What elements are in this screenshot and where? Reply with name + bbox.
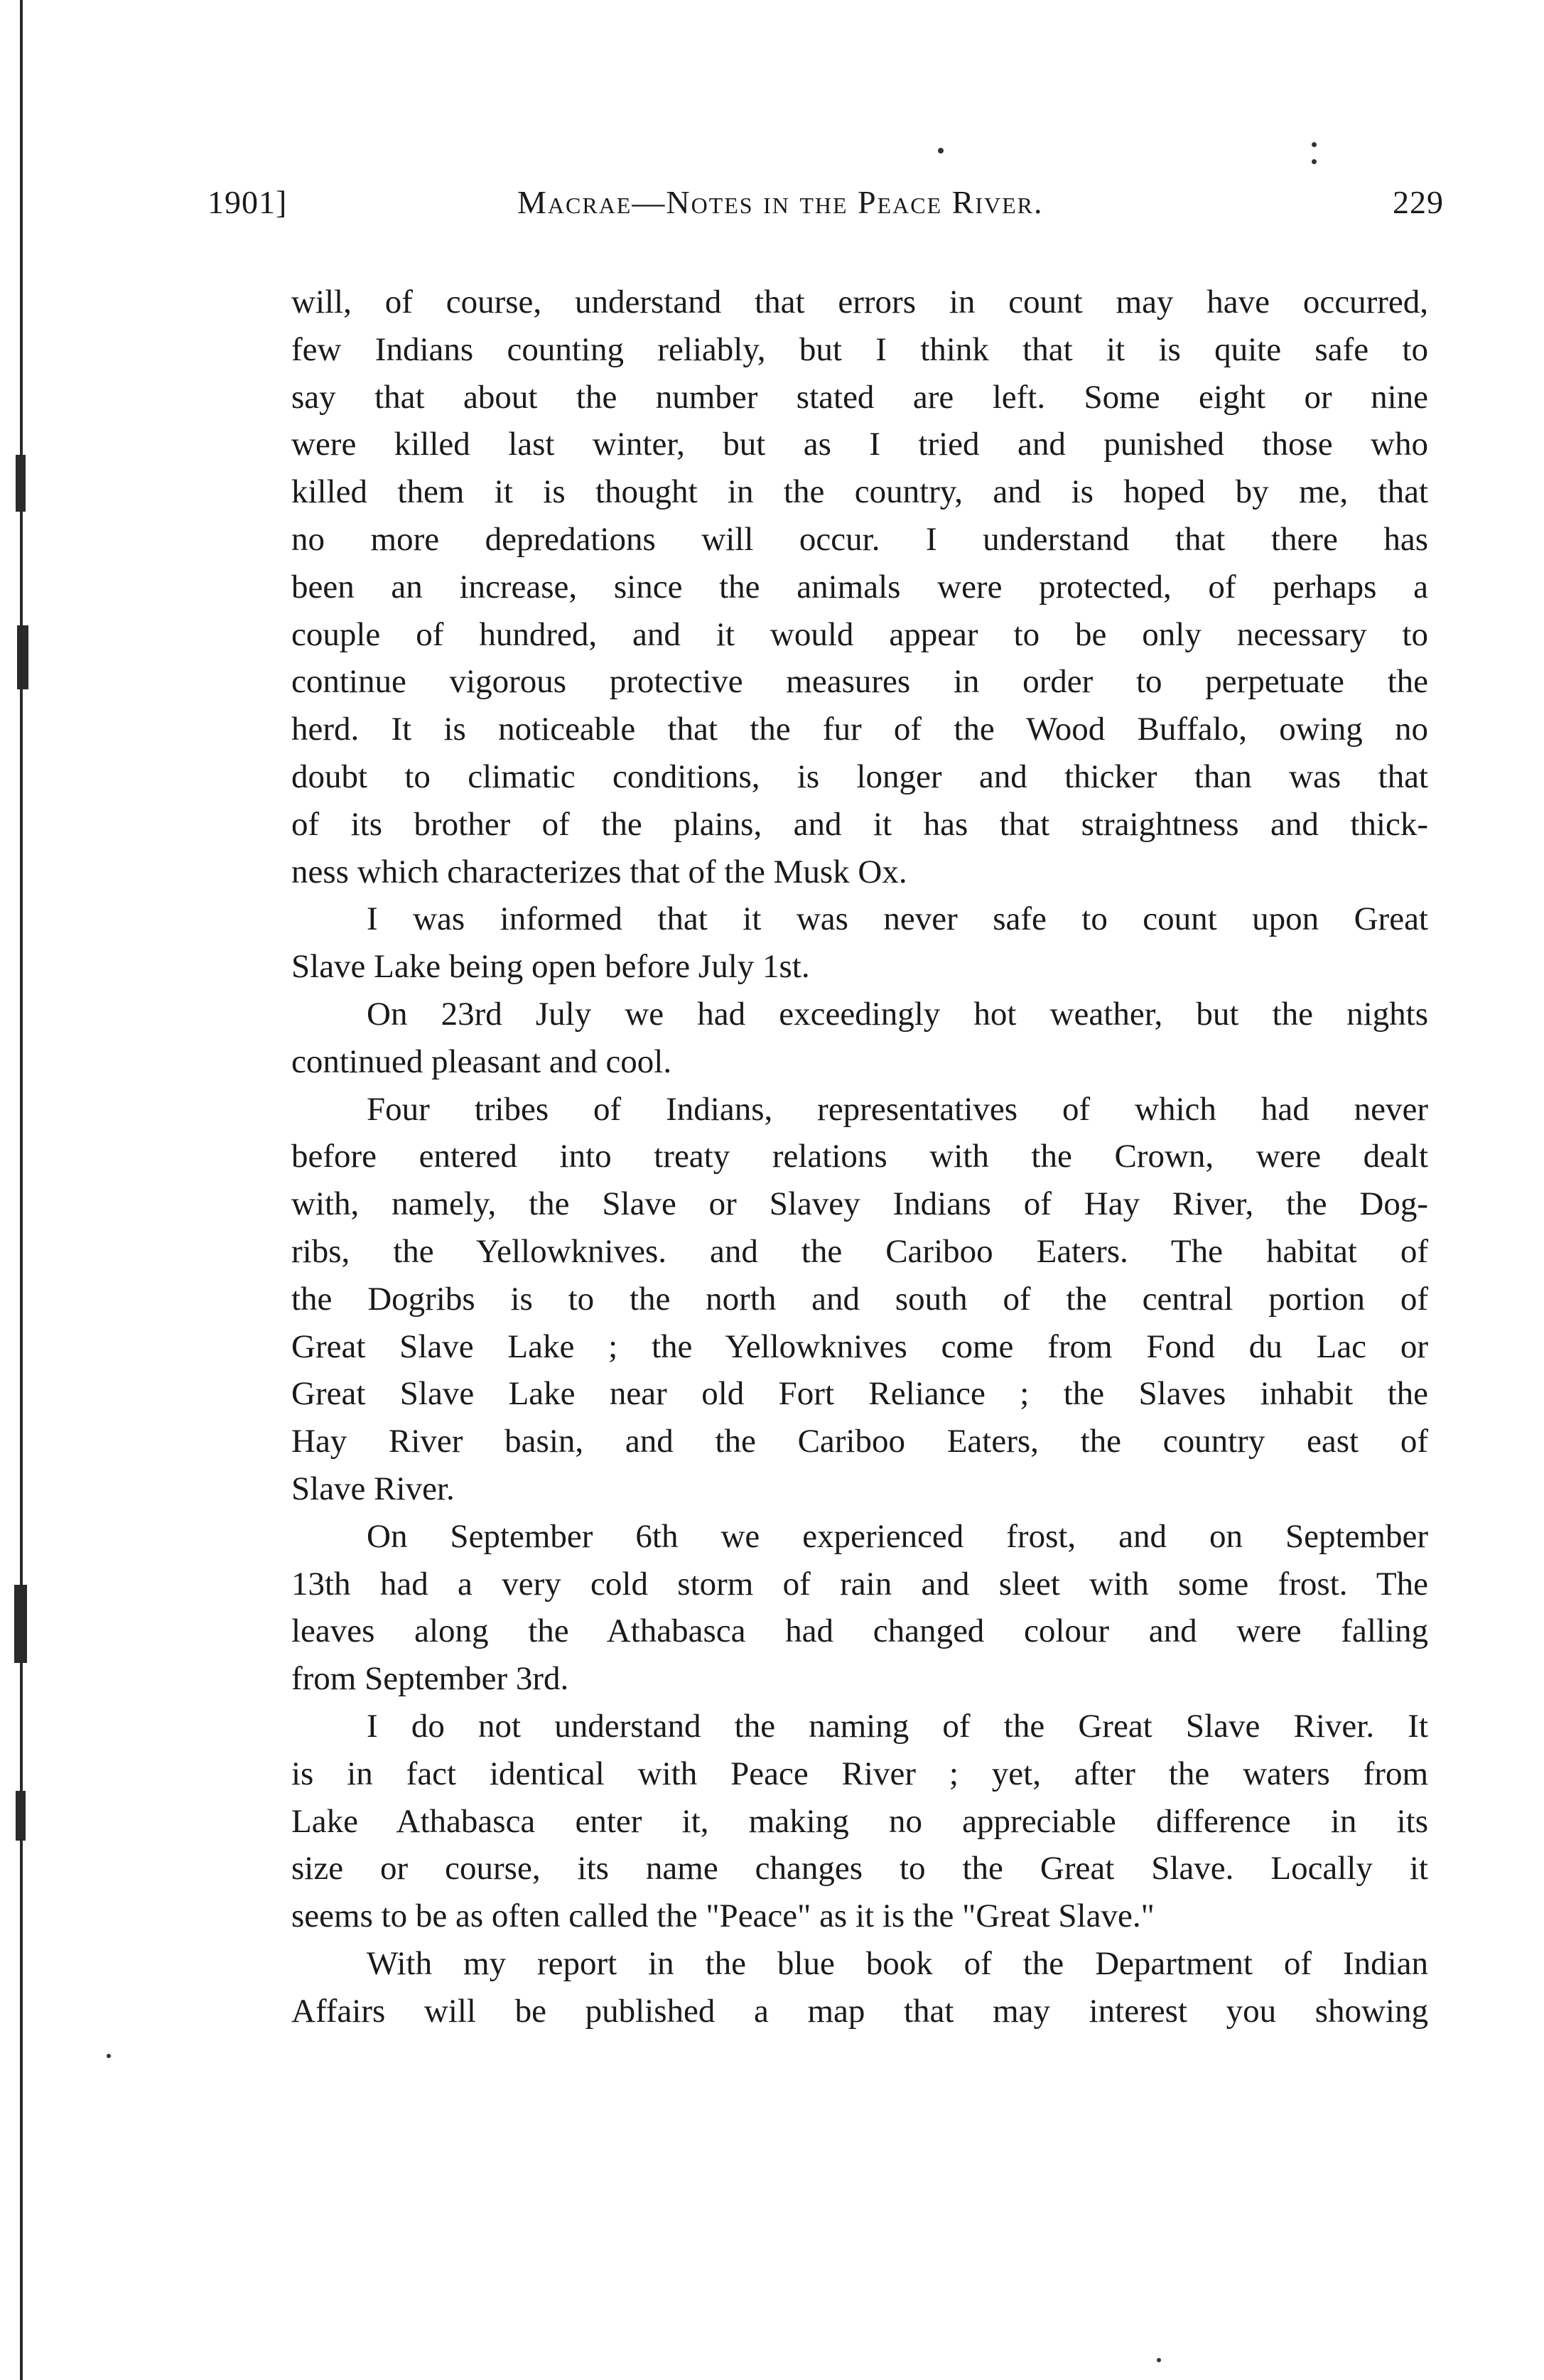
paragraph-great-slave-river — [291, 1703, 1428, 1940]
text-line: size or course, its name changes to the Great Slave. Locally it — [291, 1850, 1428, 1888]
paragraph-four-tribes — [291, 1086, 1428, 1513]
text-line: were killed last winter, but as I tried and punished those who — [291, 426, 1428, 463]
text-line: been an increase, since the animals were protected, of perhaps a — [291, 568, 1428, 605]
text-line: I was informed that it was never safe to count upon Great — [367, 900, 1428, 938]
text-line: herd. It is noticeable that the fur of the Wood Buffalo, owing no — [291, 711, 1428, 748]
text-line: ness which characterizes that of the Musk Ox. — [291, 853, 907, 890]
running-header — [207, 178, 1444, 235]
text-line: of its brother of the plains, and it has that straightness and thick- — [291, 805, 1428, 843]
text-line: no more depredations will occur. I understand that there has — [291, 520, 1428, 558]
ink-speck — [1312, 142, 1317, 147]
ink-speck — [1157, 2358, 1161, 2362]
binding-mark — [14, 1585, 27, 1663]
header-year: 1901] — [207, 184, 288, 220]
text-line: is in fact identical with Peace River ; yet, after the waters from — [291, 1755, 1428, 1792]
text-line: doubt to climatic conditions, is longer and thicker than was that — [291, 758, 1428, 795]
page-number: 229 — [1393, 184, 1444, 220]
text-line: seems to be as often called the "Peace" as it is the "Great Slave." — [291, 1897, 1155, 1935]
text-line: leaves along the Athabasca had changed colour and were falling — [291, 1612, 1428, 1650]
paragraph-hot-weather — [291, 991, 1428, 1086]
body-text — [291, 279, 1428, 2035]
text-line: Hay River basin, and the Cariboo Eaters, the country east of — [291, 1423, 1428, 1460]
text-line: couple of hundred, and it would appear to be only necessary to — [291, 615, 1428, 653]
text-line: On September 6th we experienced frost, and on September — [367, 1517, 1428, 1555]
text-line: 13th had a very cold storm of rain and sleet with some frost. The — [291, 1565, 1428, 1603]
text-line: the Dogribs is to the north and south of the central portion of — [291, 1280, 1428, 1318]
paragraph-blue-book-map — [291, 1940, 1428, 2035]
running-title: Macrae—Notes in the Peace River. — [517, 184, 1044, 220]
text-line: Great Slave Lake ; the Yellowknives come from Fond du Lac or — [291, 1328, 1428, 1365]
binding-mark — [17, 625, 28, 689]
text-line: from September 3rd. — [291, 1660, 569, 1698]
binding-mark — [16, 455, 26, 512]
ink-speck — [107, 2054, 111, 2058]
text-line: On 23rd July we had exceedingly hot weather, but the nights — [367, 995, 1428, 1033]
text-line: before entered into treaty relations with the Crown, were dealt — [291, 1138, 1428, 1175]
text-line: with, namely, the Slave or Slavey Indians of Hay River, the Dog- — [291, 1185, 1428, 1223]
text-line: Slave River. — [291, 1470, 455, 1507]
text-line: ribs, the Yellowknives. and the Cariboo Eaters. The habitat of — [291, 1232, 1428, 1270]
text-line: few Indians counting reliably, but I think that it is quite safe to — [291, 330, 1428, 368]
paragraph-wood-buffalo — [291, 279, 1428, 895]
text-line: will, of course, understand that errors in count may have occurred, — [291, 284, 1428, 321]
text-line: Great Slave Lake near old Fort Reliance ; the Slaves inhabit the — [291, 1375, 1428, 1413]
text-line: Four tribes of Indians, representatives of which had never — [367, 1090, 1428, 1128]
text-line: With my report in the blue book of the Department of Indian — [367, 1944, 1428, 1982]
ink-speck — [1312, 159, 1317, 164]
binding-mark — [16, 1791, 26, 1841]
ink-speck — [938, 148, 944, 154]
text-line: say that about the number stated are left. Some eight or nine — [291, 378, 1428, 416]
paragraph-great-slave-lake — [291, 895, 1428, 991]
text-line: Lake Athabasca enter it, making no appreciable difference in its — [291, 1802, 1428, 1840]
text-line: continue vigorous protective measures in order to perpetuate the — [291, 663, 1428, 701]
text-line: Slave Lake being open before July 1st. — [291, 948, 810, 986]
text-line: continued pleasant and cool. — [291, 1043, 672, 1080]
text-line: killed them it is thought in the country, and is hoped by me, that — [291, 473, 1428, 511]
text-line: Affairs will be published a map that may interest you showing — [291, 1992, 1428, 2030]
text-line: I do not understand the naming of the Great Slave River. It — [367, 1707, 1428, 1745]
page-binding-edge — [20, 0, 23, 2380]
paragraph-september-frost — [291, 1513, 1428, 1703]
